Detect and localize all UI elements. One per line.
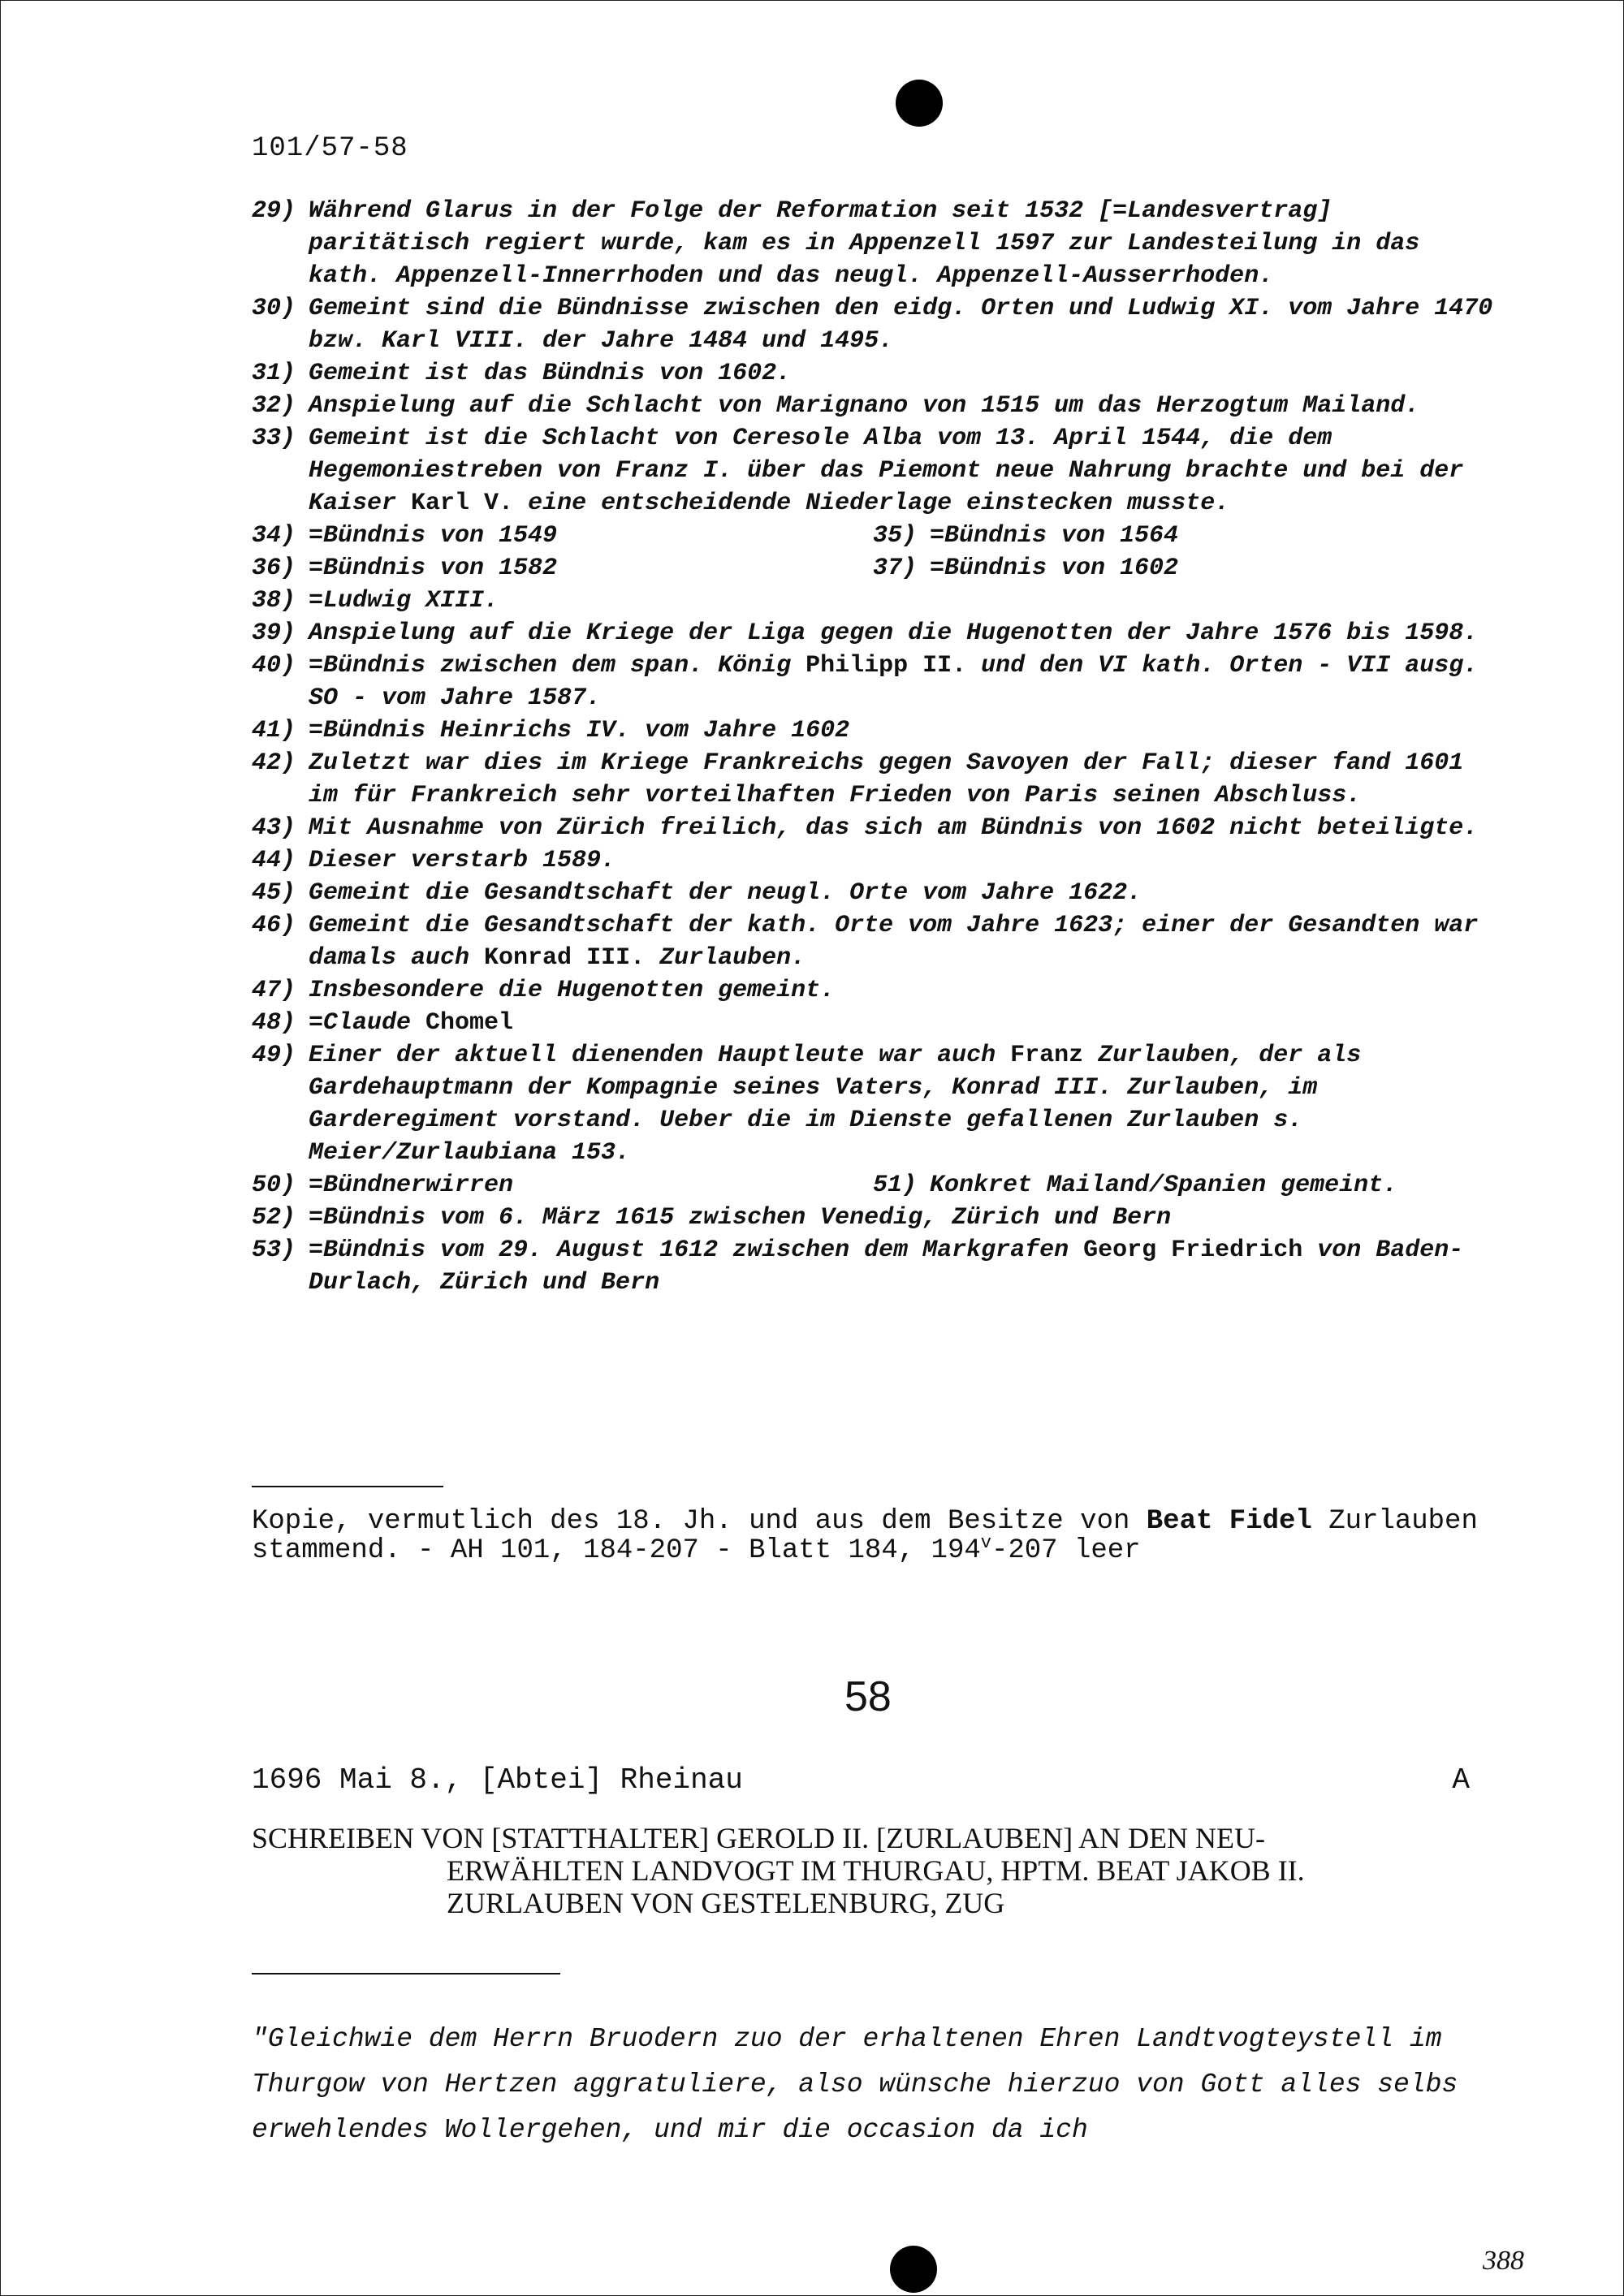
punch-hole-bottom	[890, 2246, 937, 2293]
dateline	[252, 1763, 1470, 1797]
separator-rule	[252, 1973, 560, 1974]
footnote: 29) Während Glarus in der Folge der Reformation seit 1532 [=Landesvertrag] paritätisch regiert wurde, kam es in Appenzell 1597 zur Landesteilung in das kath. Appenzell-Innerrhoden und das neugl. Appenzell-Ausserrhoden.	[252, 197, 1420, 290]
handwritten-page-number: 388	[1483, 2246, 1524, 2276]
emphasis: Karl V.	[411, 490, 514, 517]
footnote: 45) Gemeint die Gesandtschaft der neugl. Orte vom Jahre 1622.	[252, 879, 1142, 907]
footnote: 48) =Claude Chomel	[252, 1009, 514, 1037]
footnote-pair: 36) =Bündnis von 1582 37) =Bündnis von 1602	[252, 555, 1179, 582]
footnote: 40) =Bündnis zwischen dem span. König Philipp II. und den VI kath. Orten - VII ausg. SO - vom Jahre 1587.	[252, 652, 1479, 712]
punch-hole-top	[896, 80, 943, 127]
footnote: 30) Gemeint sind die Bündnisse zwischen den eidg. Orten und Ludwig XI. vom Jahre 1470 bzw. Karl VIII. der Jahre 1484 und 1495.	[252, 295, 1493, 355]
footnote: 47) Insbesondere die Hugenotten gemeint.	[252, 977, 836, 1004]
emphasis: Georg Friedrich	[1083, 1236, 1303, 1264]
footnote: 31) Gemeint ist das Bündnis von 1602.	[252, 360, 792, 387]
emphasis: Konrad III.	[484, 944, 646, 972]
emphasis: Chomel	[425, 1009, 514, 1037]
footnote: 53) =Bündnis vom 29. August 1612 zwischen dem Markgrafen Georg Friedrich von Baden-Durlach, Zürich und Bern	[252, 1236, 1464, 1297]
document-number: 58	[844, 1673, 892, 1720]
emphasis: Beat Fidel	[1146, 1506, 1312, 1537]
footnote-pair: 34) =Bündnis von 1549 35) =Bündnis von 1564	[252, 522, 1179, 550]
quoted-text: "Gleichwie dem Herrn Bruodern zuo der erhaltenen Ehren Landtvogteystell im Thurgow von Hertzen aggratuliere, also wünsche hierzuo von Gott alles selbs erwehlendes Wollergehen, und mir die occasion da ich	[252, 2024, 1458, 2145]
footnote: 39) Anspielung auf die Kriege der Liga gegen die Hugenotten der Jahre 1576 bis 1598.	[252, 619, 1479, 647]
emphasis: Philipp II.	[806, 652, 967, 680]
footnote: 43) Mit Ausnahme von Zürich freilich, das sich am Bündnis von 1602 nicht beteiligte.	[252, 814, 1479, 842]
footnote-pair: 50) =Bündnerwirren 51) Konkret Mailand/Spanien gemeint.	[252, 1172, 1398, 1199]
footnote: 49) Einer der aktuell dienenden Hauptleute war auch Franz Zurlauben, der als Gardehauptmann der Kompagnie seines Vaters, Konrad III. Zurlauben, im Garderegiment vorstand. Ueber die im Dienste gefallenen Zurlauben s. Meier/Zurlaubiana 153.	[252, 1042, 1362, 1167]
footnote: 32) Anspielung auf die Schlacht von Marignano von 1515 um das Herzogtum Mailand.	[252, 392, 1420, 420]
emphasis: Franz	[1010, 1042, 1084, 1069]
footnotes	[252, 195, 1502, 1299]
footnote: 41) =Bündnis Heinrichs IV. vom Jahre 1602	[252, 717, 850, 744]
footnote: 42) Zuletzt war dies im Kriege Frankreichs gegen Savoyen der Fall; dieser fand 1601 im für Frankreich sehr vorteilhaften Frieden von Paris seinen Abschluss.	[252, 749, 1464, 809]
separator-rule	[252, 1486, 443, 1487]
date-place: 1696 Mai 8., [Abtei] Rheinau	[252, 1763, 743, 1797]
footnote: 52) =Bündnis vom 6. März 1615 zwischen Venedig, Zürich und Bern	[252, 1204, 1172, 1232]
footnote: 44) Dieser verstarb 1589.	[252, 847, 616, 874]
document-reference: 101/57-58	[252, 133, 408, 164]
footnote: 46) Gemeint die Gesandtschaft der kath. Orte vom Jahre 1623; einer der Gesandten war damals auch Konrad III. Zurlauben.	[252, 912, 1479, 972]
source-note: Kopie, vermutlich des 18. Jh. und aus dem Besitze von Beat Fidel Zurlauben stammend. - AH 101, 184-207 - Blatt 184, 194$^v$-207 leer	[252, 1506, 1478, 1566]
footnote: 38) =Ludwig XIII.	[252, 587, 499, 615]
document-title: SCHREIBEN VON [STATTHALTER] GEROLD II. [ZURLAUBEN] AN DEN NEU- ERWÄHLTEN LANDVOGT IM THURGAU, HPTM. BEAT JAKOB II. ZURLAUBEN VON GESTELENBURG, ZUG	[252, 1822, 1305, 1919]
footnote: 33) Gemeint ist die Schlacht von Ceresole Alba vom 13. April 1544, die dem Hegemoniestreben von Franz I. über das Piemont neue Nahrung brachte und bei der Kaiser Karl V. eine entscheidende Niederlage einstecken musste.	[252, 425, 1464, 517]
form-marker: A	[1452, 1763, 1470, 1797]
